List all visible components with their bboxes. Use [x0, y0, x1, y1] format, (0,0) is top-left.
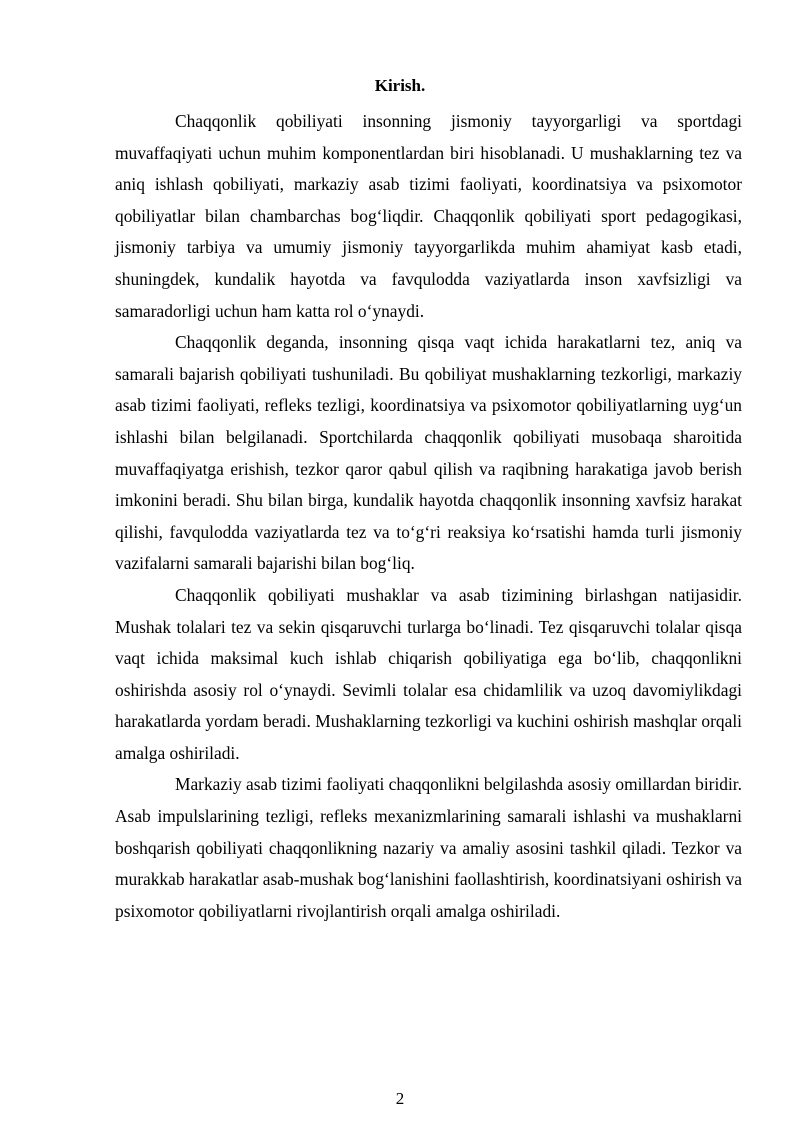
body-text [115, 106, 742, 927]
paragraph: Chaqqonlik deganda, insonning qisqa vaqt ichida harakatlarni tez, aniq va samarali bajarish qobiliyati tushuniladi. Bu qobiliyat mushaklarning tezkorligi, markaziy asab tizimi faoliyati, refleks tezligi, koordinatsiya va psixomotor qobiliyatlarning uyg‘un ishlashi bilan belgilanadi. Sportchilarda chaqqonlik qobiliyati musobaqa sharoitida muvaffaqiyatga erishish, tezkor qaror qabul qilish va raqibning harakatiga javob berish imkonini beradi. Shu bilan birga, kundalik hayotda chaqqonlik insonning xavfsiz harakat qilishi, favqulodda vaziyatlarda tez va to‘g‘ri reaksiya ko‘rsatishi hamda turli jismoniy vazifalarni samarali bajarishi bilan bog‘liq. [115, 332, 742, 574]
paragraph: Markaziy asab tizimi faoliyati chaqqonlikni belgilashda asosiy omillardan biridir. Asab impulslarining tezligi, refleks mexanizmlarining samarali ishlashi va mushaklarni boshqarish qobiliyati chaqqonlikning nazariy va amaliy asosini tashkil qiladi. Tezkor va murakkab harakatlar asab-mushak bog‘lanishini faollashtirish, koordinatsiyani oshirish va psixomotor qobiliyatlarni rivojlantirish orqali amalga oshiriladi. [115, 774, 742, 921]
page-number: 2 [395, 1089, 405, 1108]
paragraph: Chaqqonlik qobiliyati mushaklar va asab tizimining birlashgan natijasidir. Mushak tolalari tez va sekin qisqaruvchi turlarga bo‘linadi. Tez qisqaruvchi tolalar qisqa vaqt ichida maksimal kuch ishlab chiqarish qobiliyatiga ega bo‘lib, chaqqonlikni oshirishda asosiy rol o‘ynaydi. Sevimli tolalar esa chidamlilik va uzoq davomiylikdagi harakatlarda yordam beradi. Mushaklarning tezkorligi va kuchini oshirish mashqlar orqali amalga oshiriladi. [115, 584, 742, 763]
section-heading: Kirish. [374, 76, 426, 95]
paragraph: Chaqqonlik qobiliyati insonning jismoniy tayyorgarligi va sportdagi muvaffaqiyati uchun muhim komponentlardan biri hisoblanadi. U mushaklarning tez va aniq ishlash qobiliyati, markaziy asab tizimi faoliyati, koordinatsiya va psixomotor qobiliyatlar bilan chambarchas bog‘liqdir. Chaqqonlik qobiliyati sport pedagogikasi, jismoniy tarbiya va umumiy jismoniy tayyorgarlikda muhim ahamiyat kasb etadi, shuningdek, kundalik hayotda va favqulodda vaziyatlarda inson xavfsizligi va samaradorligi uchun ham katta rol o‘ynaydi. [115, 111, 742, 321]
